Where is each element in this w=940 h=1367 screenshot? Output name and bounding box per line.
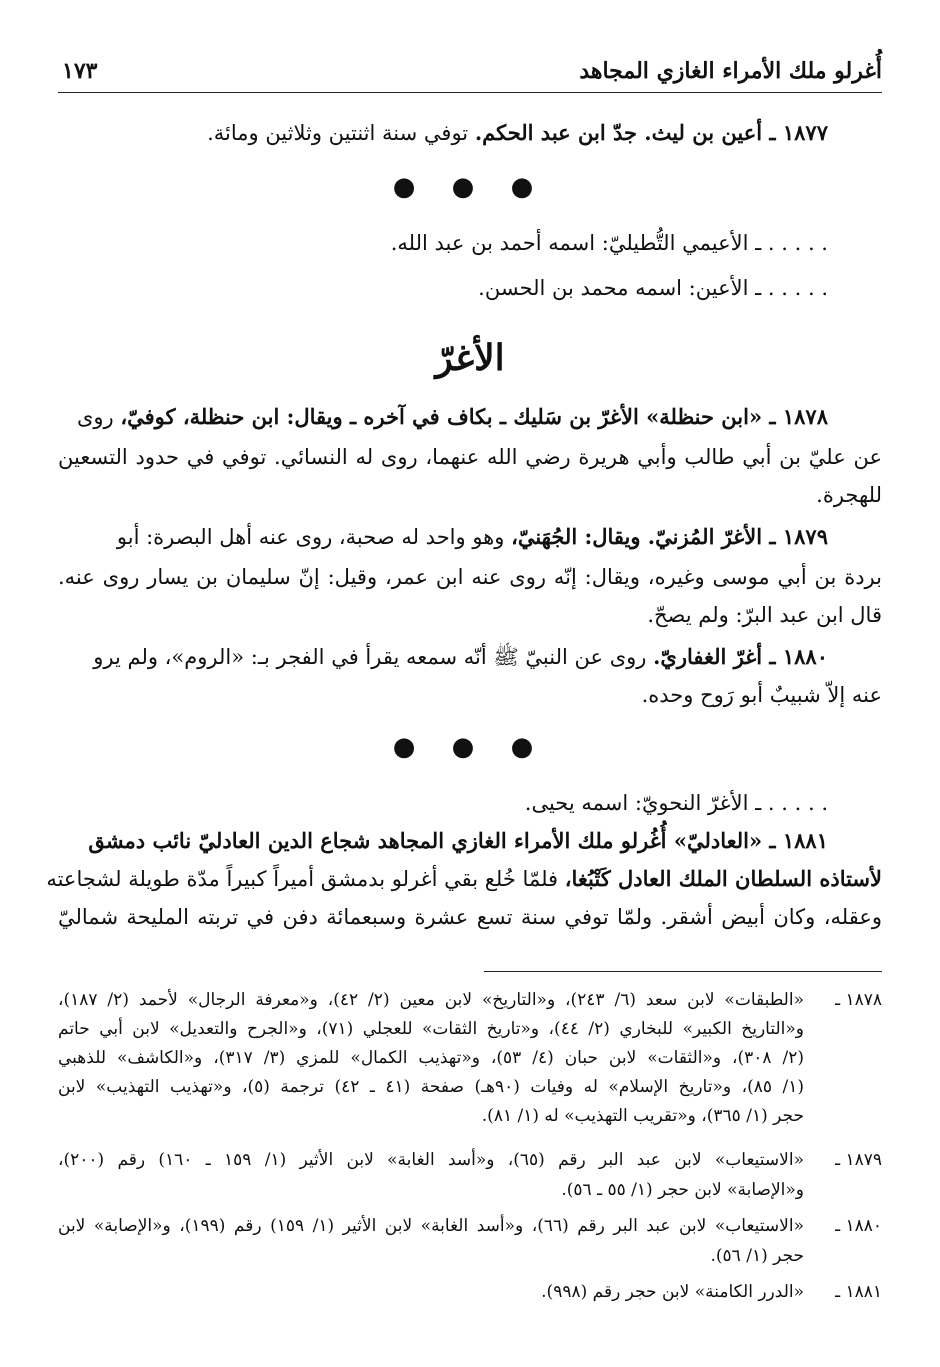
footnote-number: ١٨٨٠ ـ: [835, 1216, 882, 1236]
entry-1878-line-1: [58, 400, 828, 434]
footnote-line: (١/ ٨٥)، و«تاريخ الإسلام» له وفيات (٩٠هـ) صفحة (٤١ ـ ٤٢) ترجمة (٥)، و«تهذيب التهذيب» لابن: [58, 1077, 804, 1097]
entry-1879-text: وهو واحد له صحبة، روى عنه أهل البصرة: أبو: [116, 525, 512, 549]
footnote-number: ١٨٧٨ ـ: [835, 990, 882, 1010]
footnote-line: «الطبقات» لابن سعد (٦/ ٢٤٣)، و«التاريخ» لابن معين (٢/ ٤٢)، و«معرفة الرجال» لأحمد (٢/ ١٨٧)،: [58, 990, 804, 1010]
entry-1879-line-3: قال ابن عبد البرّ: ولم يصحّ.: [647, 603, 882, 627]
footnote-line: حجر (١/ ٥٦).: [710, 1246, 804, 1266]
entry-1878-line-2: عن عليّ بن أبي طالب وأبي هريرة رضي الله عنهما، روى له النسائي. توفي في حدود التسعين: [58, 445, 882, 469]
entry-1877-heading: ١٨٧٧ ـ أعين بن ليث. جدّ ابن عبد الحكم.: [474, 120, 828, 145]
cross-reference-1: . . . . . ـ الأعيمي التُّطيليّ: اسمه أحمد بن عبد الله.: [390, 231, 828, 255]
entry-1880-line-2: عنه إلاّ شبيبٌ أبو رَوح وحده.: [641, 683, 882, 707]
footnote-line: «الاستيعاب» لابن عبد البر رقم (٦٥)، و«أسد الغابة» لابن الأثير (١/ ١٥٩ ـ ١٦٠) رقم (٢٠٠)،: [58, 1150, 804, 1170]
footnote-line: (٢/ ٣٠٨)، و«الثقات» لابن حبان (٤/ ٥٣)، و«تهذيب الكمال» للمزي (٣/ ٣١٧)، و«الكاشف» للذهبي: [58, 1048, 805, 1068]
cross-reference-3: . . . . . ـ الأغرّ النحويّ: اسمه يحيى.: [524, 791, 828, 815]
entry-1878-line-3: للهجرة.: [816, 483, 882, 507]
section-divider-1: ● ● ●: [392, 172, 548, 202]
entry-1878-heading: ١٨٧٨ ـ «ابن حنظلة» الأغرّ بن سَليك ـ بكاف في آخره ـ ويقال: ابن حنظلة، كوفيّ،: [120, 404, 828, 429]
entry-1881-line-1: [58, 824, 828, 858]
entry-1881-line-3: وعقله، وكان أبيض أشقر. ولمّا توفي سنة تسع عشرة وسبعمائة دفن في تربته المليحة شماليّ: [58, 905, 882, 929]
entry-1880-line-1: [58, 640, 828, 674]
entry-1877-text: توفي سنة اثنتين وثلاثين ومائة.: [207, 121, 475, 145]
entry-1881-heading: ١٨٨١ ـ «العادليّ» أُغُرلو ملك الأمراء الغازي المجاهد شجاع الدين العادليّ نائب دمشق: [88, 828, 828, 853]
entry-1879-line-1: [58, 520, 828, 554]
entry-1881-heading-cont: لأستاذه السلطان الملك العادل كَتْبُغا،: [564, 866, 882, 891]
footnote-1878: [58, 986, 882, 1134]
entry-1881-line-2: [46, 862, 882, 896]
entry-1880-heading: ١٨٨٠ ـ أغرّ الغفاريّ.: [653, 644, 828, 669]
footnote-line: و«الإصابة» لابن حجر (١/ ٥٥ ـ ٥٦).: [561, 1180, 804, 1200]
running-header: [58, 52, 882, 93]
section-divider-2: ● ● ●: [392, 732, 548, 762]
entry-1879-heading: ١٨٧٩ ـ الأغرّ المُزنيّ. ويقال: الجُهَنيّ،: [511, 524, 828, 549]
running-title: أُغرلو ملك الأمراء الغازي المجاهد: [579, 58, 882, 84]
footnote-number: ١٨٨١ ـ: [835, 1282, 882, 1302]
footnote-line: و«التاريخ الكبير» للبخاري (٢/ ٤٤)، و«تاريخ الثقات» للعجلي (٧١)، و«الجرح والتعديل» لابن أبي حاتم: [58, 1019, 804, 1039]
entry-1879-line-2: بردة بن أبي موسى وغيره، ويقال: إنّه روى عنه ابن عمر، وقيل: إنّ سليمان بن يسار روى عنه.: [58, 565, 882, 589]
entry-1878-text: روى: [76, 405, 121, 429]
footnote-line: «الدرر الكامنة» لابن حجر رقم (٩٩٨).: [541, 1282, 804, 1302]
entry-1877: [58, 116, 828, 150]
footnote-line: «الاستيعاب» لابن عبد البر رقم (٦٦)، و«أسد الغابة» لابن الأثير (١/ ١٥٩) رقم (١٩٩)، و«الإصابة» لابن: [58, 1216, 804, 1236]
page-number: ١٧٣: [62, 58, 98, 84]
entry-1880-text: روى عن النبيّ ﷺ أنّه سمعه يقرأ في الفجر بـ: «الروم»، ولم يرو: [93, 645, 654, 669]
footnote-1880: [58, 1212, 882, 1272]
footnote-1881: [58, 1278, 882, 1308]
footnote-1879: [58, 1146, 882, 1206]
footnote-line: حجر (١/ ٣٦٥)، و«تقريب التهذيب» له (١/ ٨١).: [481, 1106, 804, 1126]
footnote-number: ١٨٧٩ ـ: [835, 1150, 882, 1170]
section-heading: الأغرّ: [435, 337, 505, 379]
footnote-separator: [484, 971, 882, 972]
entry-1881-text: فلمّا خُلع بقي أغرلو بدمشق أميراً كبيراً مدّة طويلة لشجاعته: [46, 867, 565, 891]
cross-reference-2: . . . . . ـ الأعين: اسمه محمد بن الحسن.: [478, 276, 828, 300]
